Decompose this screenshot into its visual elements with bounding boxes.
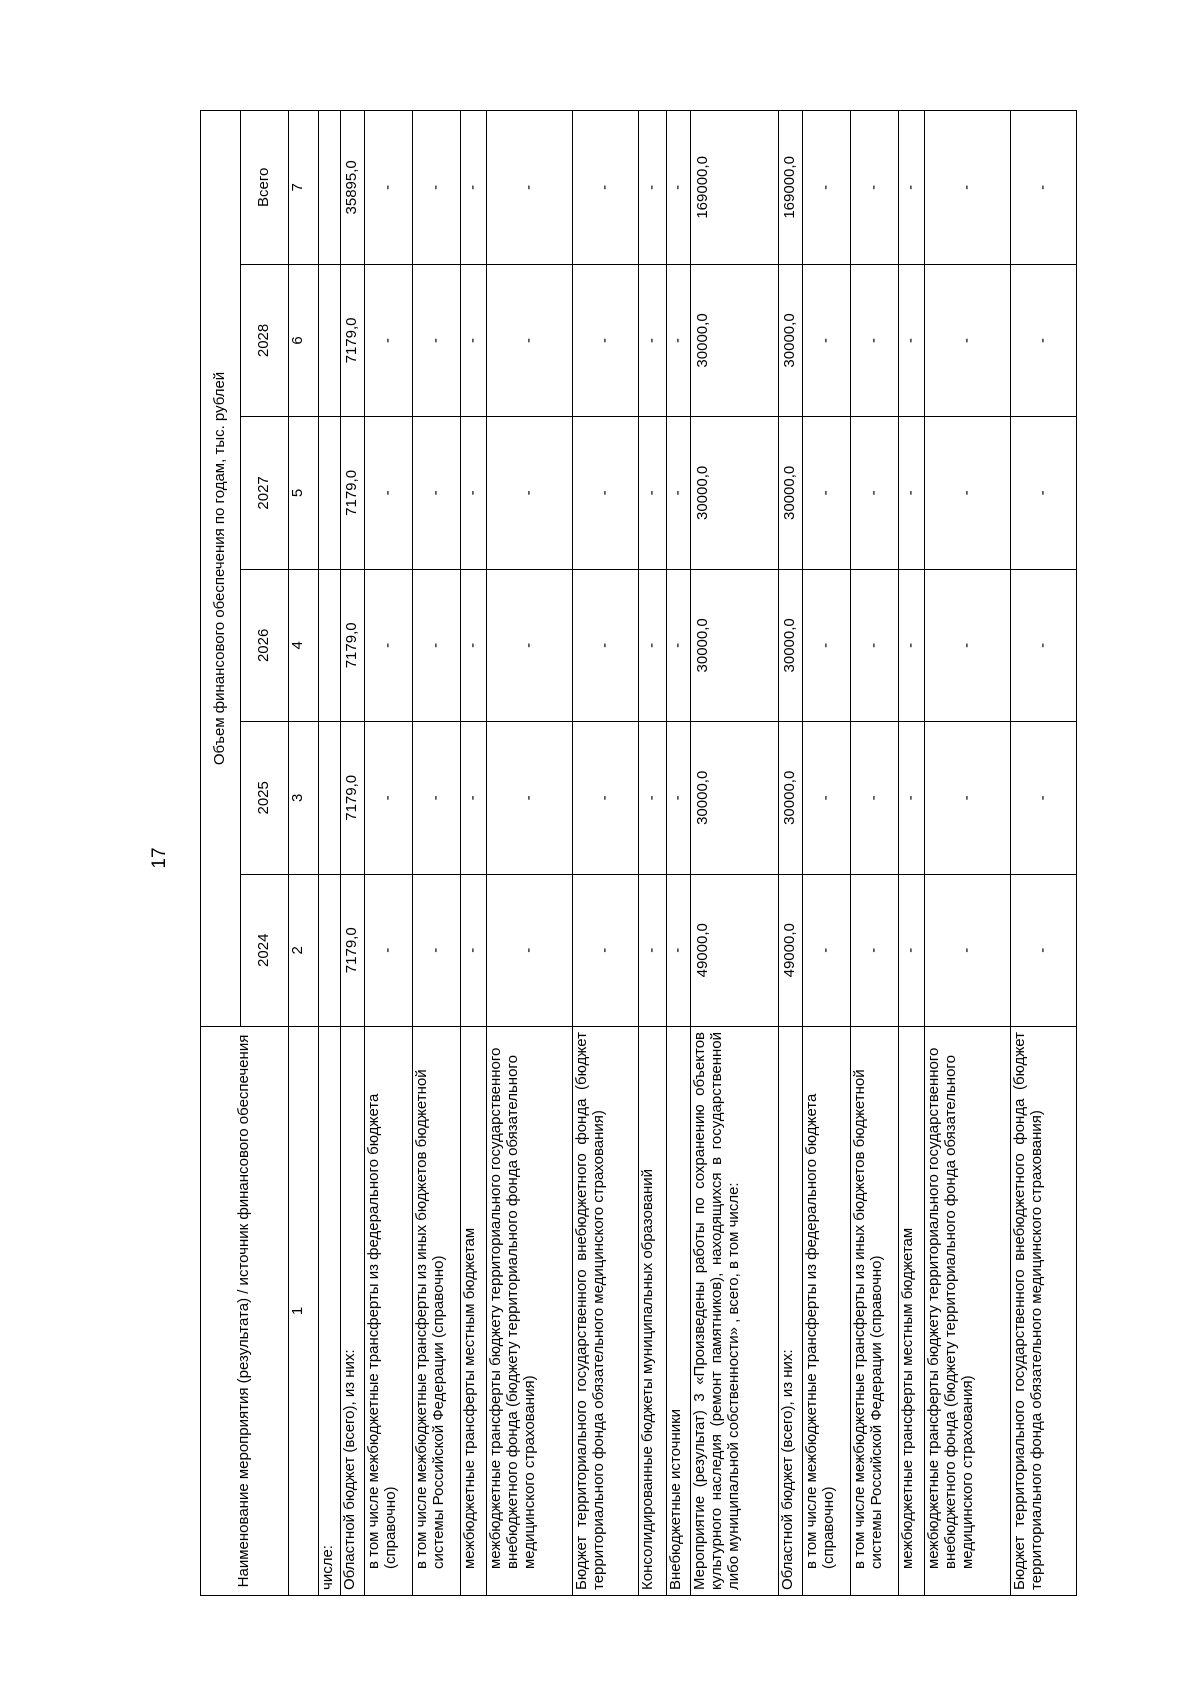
column-number: 6 bbox=[289, 264, 319, 416]
row-value: - bbox=[639, 417, 667, 569]
table-row bbox=[925, 111, 1011, 1596]
row-value: - bbox=[487, 111, 573, 265]
row-value: 30000,0 bbox=[779, 417, 803, 569]
row-value bbox=[319, 874, 341, 1026]
row-value: - bbox=[413, 722, 461, 874]
row-value: 30000,0 bbox=[779, 264, 803, 416]
row-value: - bbox=[803, 417, 851, 569]
row-value: - bbox=[1011, 722, 1077, 874]
header-year: 2024 bbox=[241, 874, 289, 1026]
row-name: в том числе межбюджетные трансферты из иных бюджетов бюджетной системы Российской Федерации (справочно) bbox=[413, 1026, 461, 1595]
row-value: 7179,0 bbox=[341, 874, 365, 1026]
column-number: 4 bbox=[289, 569, 319, 721]
row-name: Бюджет территориального государственного внебюджетного фонда (бюджет территориального фонда обязательного медицинского страхования) bbox=[1011, 1026, 1077, 1595]
row-value: - bbox=[487, 874, 573, 1026]
page-number: 17 bbox=[149, 847, 170, 869]
row-value: 169000,0 bbox=[779, 111, 803, 265]
row-value: - bbox=[1011, 417, 1077, 569]
row-name: Бюджет территориального государственного внебюджетного фонда (бюджет территориального фонда обязательного медицинского страхования) bbox=[573, 1026, 639, 1595]
row-value: - bbox=[851, 264, 899, 416]
row-value: - bbox=[573, 722, 639, 874]
table-row bbox=[803, 111, 851, 1596]
row-name: Консолидированные бюджеты муниципальных образований bbox=[639, 1026, 667, 1595]
row-value: - bbox=[925, 874, 1011, 1026]
row-name: межбюджетные трансферты бюджету территориального государственного внебюджетного фонда (бюджету территориального фонда обязательного медицинского страхования) bbox=[925, 1026, 1011, 1595]
row-value: 7179,0 bbox=[341, 722, 365, 874]
row-value: - bbox=[365, 569, 413, 721]
column-number: 1 bbox=[289, 1026, 319, 1595]
header-year: 2028 bbox=[241, 264, 289, 416]
header-year: 2026 bbox=[241, 569, 289, 721]
column-number: 7 bbox=[289, 111, 319, 265]
row-value: - bbox=[365, 264, 413, 416]
row-name: в том числе межбюджетные трансферты из федерального бюджета (справочно) bbox=[365, 1026, 413, 1595]
rotated-page-content bbox=[200, 110, 1138, 1596]
row-value: 30000,0 bbox=[779, 722, 803, 874]
row-value: 30000,0 bbox=[691, 569, 779, 721]
row-value: 30000,0 bbox=[779, 569, 803, 721]
row-value: - bbox=[365, 417, 413, 569]
table-row bbox=[779, 111, 803, 1596]
table-row bbox=[413, 111, 461, 1596]
column-number: 3 bbox=[289, 722, 319, 874]
row-value: - bbox=[803, 874, 851, 1026]
row-value: - bbox=[667, 417, 691, 569]
row-value: - bbox=[487, 417, 573, 569]
row-value: - bbox=[899, 874, 925, 1026]
header-name-col: Наименование мероприятия (результата) / источник финансового обеспечения bbox=[201, 1026, 289, 1595]
table-row bbox=[691, 111, 779, 1596]
row-value: - bbox=[413, 111, 461, 265]
table-row bbox=[461, 111, 487, 1596]
row-value: - bbox=[925, 569, 1011, 721]
row-value: - bbox=[487, 722, 573, 874]
row-value: 169000,0 bbox=[691, 111, 779, 265]
row-value: - bbox=[461, 874, 487, 1026]
row-value: - bbox=[365, 722, 413, 874]
row-value: - bbox=[365, 111, 413, 265]
row-value: - bbox=[1011, 874, 1077, 1026]
row-value: - bbox=[667, 111, 691, 265]
header-total: Всего bbox=[241, 111, 289, 265]
row-value: 49000,0 bbox=[691, 874, 779, 1026]
row-value: - bbox=[899, 111, 925, 265]
header-year: 2027 bbox=[241, 417, 289, 569]
row-value: - bbox=[851, 417, 899, 569]
row-value: - bbox=[925, 264, 1011, 416]
column-number: 5 bbox=[289, 417, 319, 569]
row-value: - bbox=[899, 569, 925, 721]
row-value: - bbox=[639, 569, 667, 721]
row-value: - bbox=[639, 874, 667, 1026]
row-value: - bbox=[573, 264, 639, 416]
row-name: Внебюджетные источники bbox=[667, 1026, 691, 1595]
row-value: - bbox=[573, 417, 639, 569]
row-value: - bbox=[803, 264, 851, 416]
row-value: 49000,0 bbox=[779, 874, 803, 1026]
column-number: 2 bbox=[289, 874, 319, 1026]
financing-table bbox=[200, 110, 1077, 1596]
row-value: - bbox=[573, 569, 639, 721]
row-value: - bbox=[803, 722, 851, 874]
row-value: 7179,0 bbox=[341, 417, 365, 569]
row-value: - bbox=[899, 264, 925, 416]
row-value: - bbox=[461, 417, 487, 569]
row-value: - bbox=[639, 264, 667, 416]
row-value: - bbox=[667, 569, 691, 721]
header-volume: Объем финансового обеспечения по годам, тыс. рублей bbox=[201, 111, 241, 1027]
row-value: 30000,0 bbox=[691, 722, 779, 874]
row-value: - bbox=[487, 569, 573, 721]
row-value: - bbox=[925, 111, 1011, 265]
row-value: - bbox=[667, 874, 691, 1026]
table-row bbox=[319, 111, 341, 1596]
row-value: - bbox=[639, 722, 667, 874]
row-value: - bbox=[413, 264, 461, 416]
row-value bbox=[319, 722, 341, 874]
row-value: - bbox=[803, 111, 851, 265]
row-value: - bbox=[803, 569, 851, 721]
row-value: - bbox=[1011, 569, 1077, 721]
row-value: - bbox=[461, 722, 487, 874]
row-value: - bbox=[461, 111, 487, 265]
row-value: - bbox=[573, 111, 639, 265]
row-name: межбюджетные трансферты бюджету территориального государственного внебюджетного фонда (бюджету территориального фонда обязательного медицинского страхования) bbox=[487, 1026, 573, 1595]
row-value: 7179,0 bbox=[341, 569, 365, 721]
row-value: 30000,0 bbox=[691, 417, 779, 569]
row-value: - bbox=[365, 874, 413, 1026]
row-value bbox=[319, 111, 341, 265]
row-value: - bbox=[573, 874, 639, 1026]
table-row bbox=[639, 111, 667, 1596]
row-value: - bbox=[899, 417, 925, 569]
row-value: - bbox=[1011, 264, 1077, 416]
row-value: - bbox=[639, 111, 667, 265]
row-value bbox=[319, 569, 341, 721]
row-value: 30000,0 bbox=[691, 264, 779, 416]
row-value: - bbox=[413, 569, 461, 721]
row-name: межбюджетные трансферты местным бюджетам bbox=[461, 1026, 487, 1595]
row-name: в том числе межбюджетные трансферты из федерального бюджета (справочно) bbox=[803, 1026, 851, 1595]
row-value: - bbox=[667, 264, 691, 416]
row-value: - bbox=[851, 722, 899, 874]
row-value: - bbox=[461, 569, 487, 721]
table-row bbox=[851, 111, 899, 1596]
row-value bbox=[319, 264, 341, 416]
row-value: - bbox=[851, 111, 899, 265]
table-row bbox=[899, 111, 925, 1596]
row-value: - bbox=[667, 722, 691, 874]
row-value: - bbox=[413, 874, 461, 1026]
row-value bbox=[319, 417, 341, 569]
table-row bbox=[341, 111, 365, 1596]
table-row bbox=[1011, 111, 1077, 1596]
row-value: 35895,0 bbox=[341, 111, 365, 265]
row-value: - bbox=[851, 569, 899, 721]
row-value: - bbox=[461, 264, 487, 416]
row-value: - bbox=[413, 417, 461, 569]
row-name: Областной бюджет (всего), из них: bbox=[341, 1026, 365, 1595]
row-name: межбюджетные трансферты местным бюджетам bbox=[899, 1026, 925, 1595]
row-name: Областной бюджет (всего), из них: bbox=[779, 1026, 803, 1595]
row-value: - bbox=[851, 874, 899, 1026]
row-value: - bbox=[899, 722, 925, 874]
table-row bbox=[365, 111, 413, 1596]
table-row bbox=[487, 111, 573, 1596]
row-name: в том числе межбюджетные трансферты из иных бюджетов бюджетной системы Российской Федерации (справочно) bbox=[851, 1026, 899, 1595]
table-row bbox=[573, 111, 639, 1596]
row-name: Мероприятие (результат) 3 «Произведены работы по сохранению объектов культурного наследия (ремонт памятников), находящихся в государственной либо муниципальной собственности» , всего, в том числе: bbox=[691, 1026, 779, 1595]
row-value: - bbox=[1011, 111, 1077, 265]
row-value: - bbox=[925, 722, 1011, 874]
table-row bbox=[667, 111, 691, 1596]
header-year: 2025 bbox=[241, 722, 289, 874]
row-value: 7179,0 bbox=[341, 264, 365, 416]
row-value: - bbox=[925, 417, 1011, 569]
row-name: числе: bbox=[319, 1026, 341, 1595]
row-value: - bbox=[487, 264, 573, 416]
